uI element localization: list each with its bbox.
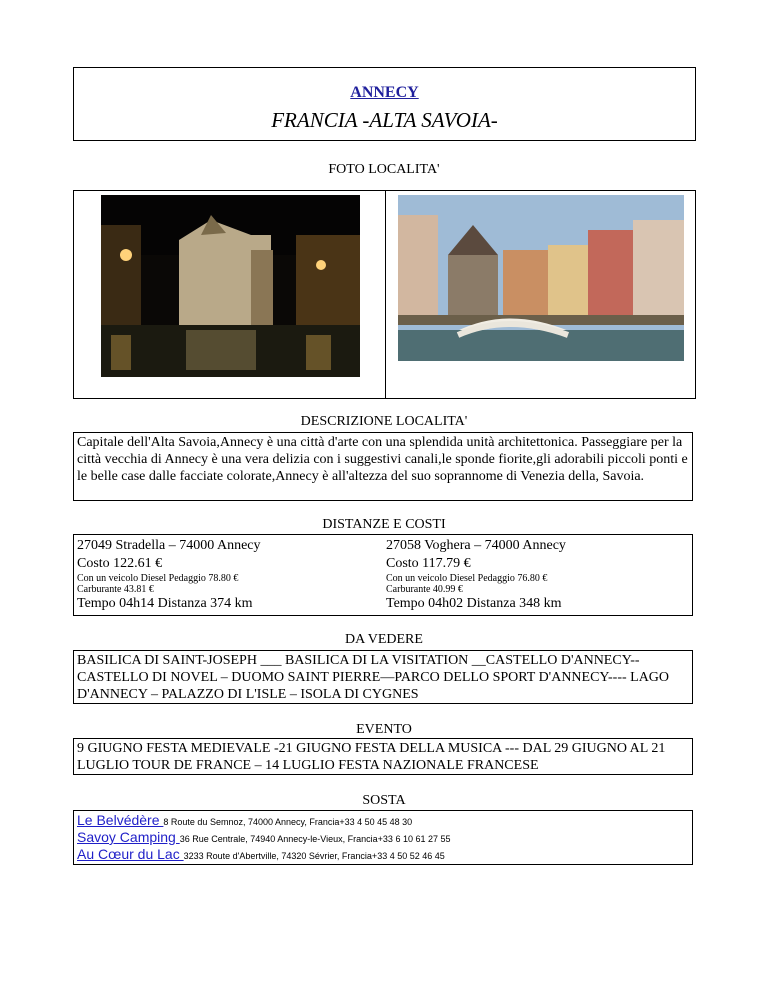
parking-link-coeur-du-lac[interactable]: Au Cœur du Lac bbox=[77, 846, 184, 862]
parking-box bbox=[73, 810, 693, 865]
parking-address: 3233 Route d'Abertville, 74320 Sévrier, Francia+33 4 50 52 46 45 bbox=[183, 851, 445, 861]
cost-left: Costo 122.61 € bbox=[77, 556, 163, 571]
parking-link-belvedere[interactable]: Le Belvédère bbox=[77, 812, 164, 828]
distances-left bbox=[77, 537, 377, 613]
event-heading: EVENTO bbox=[356, 722, 412, 737]
photo-canal-day bbox=[398, 195, 684, 361]
parking-address: 8 Route du Semnoz, 74000 Annecy, Francia+33 4 50 45 48 30 bbox=[163, 817, 413, 827]
photo-divider bbox=[385, 191, 386, 398]
photos-box bbox=[73, 190, 696, 399]
fuel-right: Carburante 40.99 € bbox=[386, 584, 463, 595]
parking-address: 36 Rue Centrale, 74940 Annecy-le-Vieux, Francia+33 6 10 61 27 55 bbox=[179, 834, 451, 844]
description-box: Capitale dell'Alta Savoia,Annecy è una città d'arte con una splendida unità architettonica. Passeggiare per la città vecchia di Annecy è una vera delizia con i suggestivi canali,le sponde fiorite,gli adorabili piccoli ponti e le belle case dalle facciate colorate,Annecy è all'altezza del suo soprannome di Venezia della, Savoia. bbox=[73, 432, 693, 501]
see-heading: DA VEDERE bbox=[345, 632, 423, 647]
time-left: Tempo 04h14 Distanza 374 km bbox=[77, 596, 253, 611]
distances-heading: DISTANZE E COSTI bbox=[322, 517, 446, 532]
cost-right: Costo 117.79 € bbox=[386, 556, 471, 571]
page-subtitle: FRANCIA -ALTA SAVOIA- bbox=[271, 108, 498, 132]
vehicle-left: Con un veicolo Diesel Pedaggio 78.80 € bbox=[77, 573, 239, 584]
distances-right bbox=[386, 537, 686, 613]
parking-item bbox=[77, 846, 445, 864]
fuel-left: Carburante 43.81 € bbox=[77, 584, 154, 595]
see-box: BASILICA DI SAINT-JOSEPH ___ BASILICA DI LA VISITATION __CASTELLO D'ANNECY-- CASTELLO DI NOVEL – DUOMO SAINT PIERRE—PARCO DELLO SPORT D'ANNECY---- LAGO D'ANNECY – PALAZZO DI L'ISLE – ISOLA DI CYGNES bbox=[73, 650, 693, 704]
photo-palais-night bbox=[101, 195, 360, 377]
parking-heading: SOSTA bbox=[362, 793, 406, 808]
parking-item bbox=[77, 829, 451, 847]
page-title[interactable]: ANNECY bbox=[350, 84, 419, 101]
time-right: Tempo 04h02 Distanza 348 km bbox=[386, 596, 562, 611]
photos-heading: FOTO LOCALITA' bbox=[328, 162, 440, 177]
parking-item bbox=[77, 812, 412, 830]
route-right: 27058 Voghera – 74000 Annecy bbox=[386, 538, 566, 553]
route-left: 27049 Stradella – 74000 Annecy bbox=[77, 538, 261, 553]
distances-box bbox=[73, 534, 693, 616]
header-box bbox=[73, 67, 696, 141]
description-heading: DESCRIZIONE LOCALITA' bbox=[300, 414, 468, 429]
event-box: 9 GIUGNO FESTA MEDIEVALE -21 GIUGNO FESTA DELLA MUSICA --- DAL 29 GIUGNO AL 21 LUGLIO TOUR DE FRANCE – 14 LUGLIO FESTA NAZIONALE FRANCESE bbox=[73, 738, 693, 775]
parking-link-savoy[interactable]: Savoy Camping bbox=[77, 829, 180, 845]
vehicle-right: Con un veicolo Diesel Pedaggio 76.80 € bbox=[386, 573, 548, 584]
